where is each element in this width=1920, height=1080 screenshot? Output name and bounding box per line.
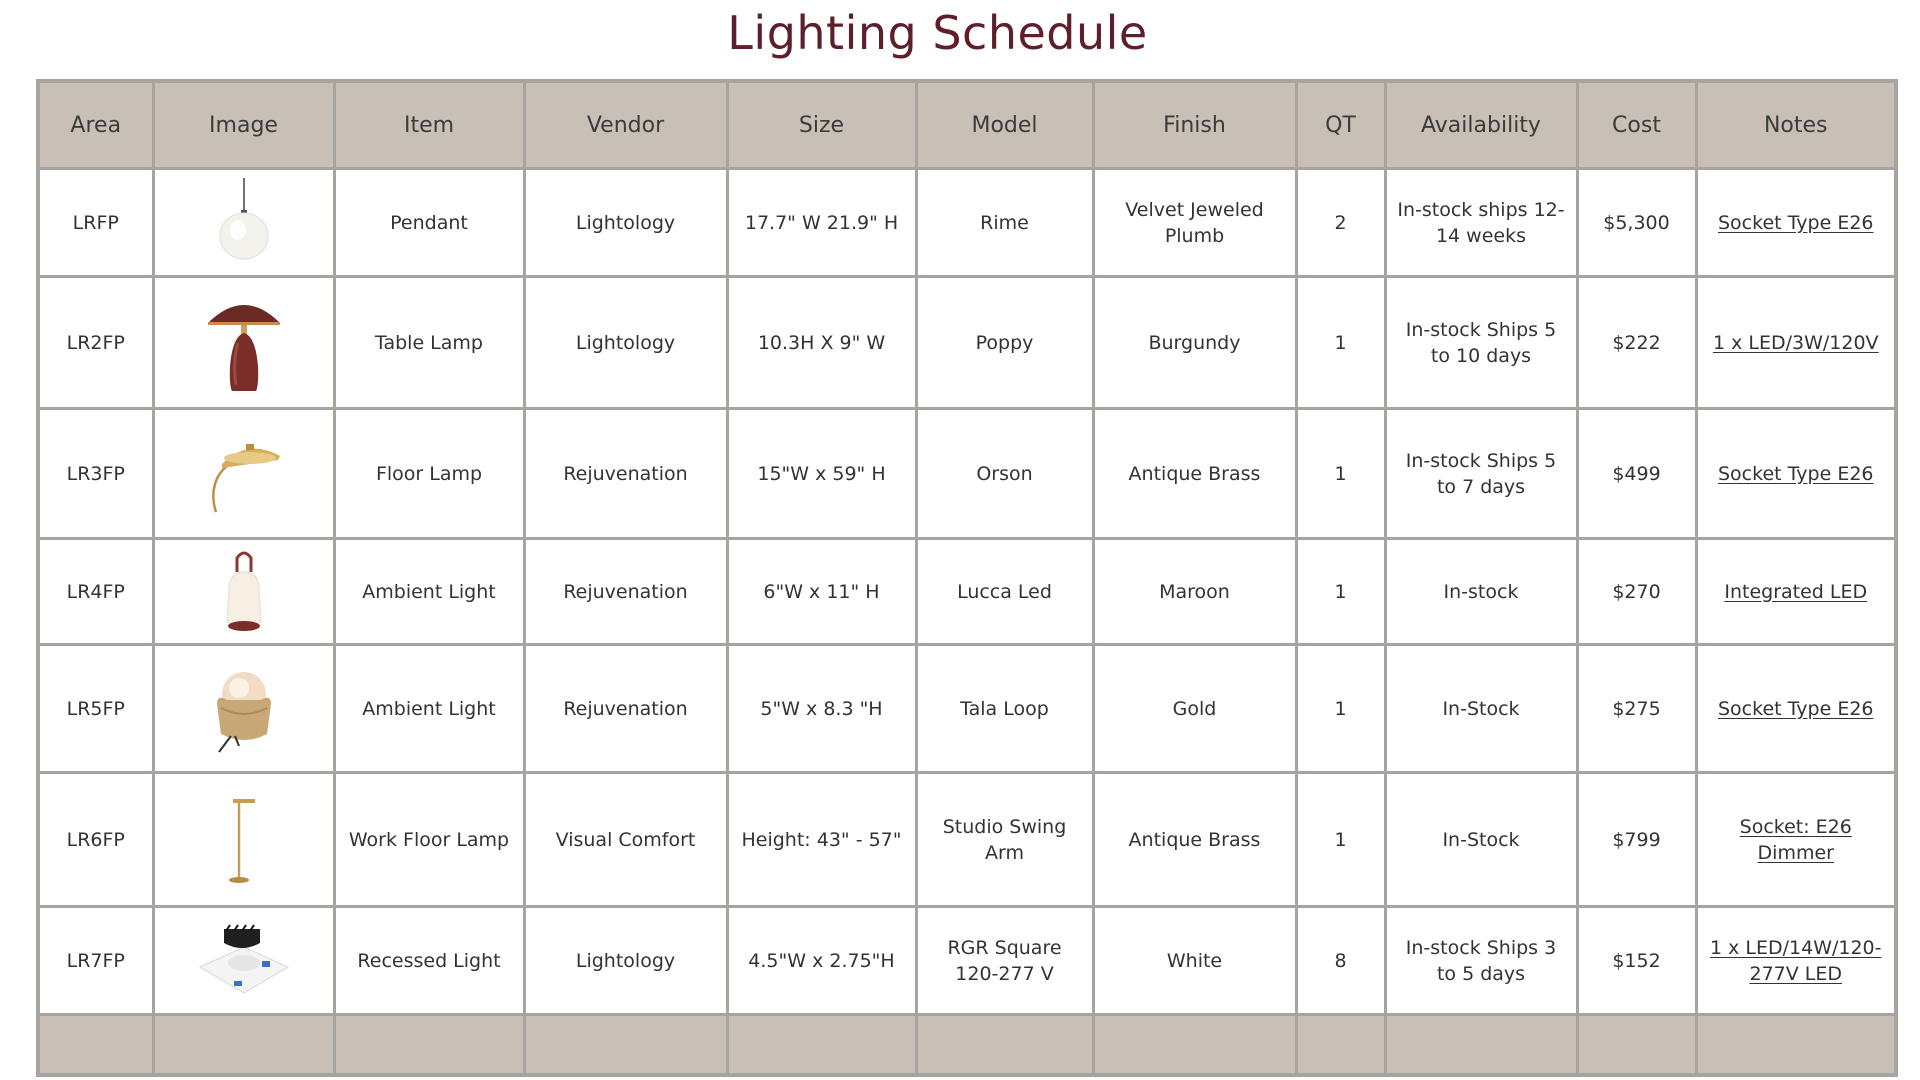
notes-link[interactable]: Socket Type E26 [1718,697,1874,720]
model-cell: Rime [916,169,1093,277]
cost-cell: $799 [1577,773,1696,907]
globe-lamp-icon [209,664,279,754]
finish-cell: Antique Brass [1093,409,1296,539]
table-row [38,409,1896,539]
table-row [38,907,1896,1015]
finish-cell: Velvet Jeweled Plumb [1093,169,1296,277]
column-header-qt: QT [1296,81,1385,169]
finish-cell: White [1093,907,1296,1015]
column-header-vendor: Vendor [524,81,727,169]
table-row [38,645,1896,773]
vendor-cell: Lightology [524,277,727,409]
model-cell: Studio Swing Arm [916,773,1093,907]
size-cell: 4.5"W x 2.75"H [727,907,916,1015]
footer-cell [1093,1015,1296,1075]
column-header-availability: Availability [1385,81,1577,169]
area-cell: LR7FP [38,907,153,1015]
cost-cell: $270 [1577,539,1696,645]
column-header-size: Size [727,81,916,169]
vendor-cell: Rejuvenation [524,409,727,539]
table-lamp-icon [204,293,284,393]
availability-cell: In-stock Ships 5 to 7 days [1385,409,1577,539]
model-cell: Orson [916,409,1093,539]
item-cell: Floor Lamp [334,409,524,539]
notes-cell [1696,645,1896,773]
availability-cell: In-stock Ships 3 to 5 days [1385,907,1577,1015]
notes-link[interactable]: Socket Type E26 [1718,462,1874,485]
item-cell: Table Lamp [334,277,524,409]
finish-cell: Antique Brass [1093,773,1296,907]
item-cell: Pendant [334,169,524,277]
item-cell: Ambient Light [334,539,524,645]
availability-cell: In-stock Ships 5 to 10 days [1385,277,1577,409]
swing-arm-lamp-icon [219,795,269,885]
column-header-image: Image [153,81,334,169]
finish-cell: Gold [1093,645,1296,773]
size-cell: 10.3H X 9" W [727,277,916,409]
lighting-schedule-table [36,79,1898,1077]
image-cell [153,169,334,277]
vendor-cell: Rejuvenation [524,645,727,773]
column-header-area: Area [38,81,153,169]
area-cell: LR3FP [38,409,153,539]
qt-cell: 2 [1296,169,1385,277]
floor-lamp-icon [204,434,284,514]
cost-cell: $5,300 [1577,169,1696,277]
lantern-icon [219,550,269,634]
notes-link[interactable]: Socket: E26 Dimmer [1739,815,1852,864]
cost-cell: $275 [1577,645,1696,773]
table-row [38,539,1896,645]
footer-cell [916,1015,1093,1075]
notes-cell [1696,169,1896,277]
cost-cell: $499 [1577,409,1696,539]
vendor-cell: Lightology [524,907,727,1015]
image-cell [153,773,334,907]
footer-cell [1385,1015,1577,1075]
finish-cell: Maroon [1093,539,1296,645]
footer-cell [524,1015,727,1075]
notes-link[interactable]: 1 x LED/14W/120-277V LED [1709,936,1882,985]
vendor-cell: Visual Comfort [524,773,727,907]
model-cell: Tala Loop [916,645,1093,773]
area-cell: LR4FP [38,539,153,645]
size-cell: 5"W x 8.3 "H [727,645,916,773]
item-cell: Recessed Light [334,907,524,1015]
notes-cell [1696,773,1896,907]
notes-link[interactable]: Socket Type E26 [1718,211,1874,234]
column-header-cost: Cost [1577,81,1696,169]
size-cell: 6"W x 11" H [727,539,916,645]
qt-cell: 1 [1296,773,1385,907]
table-row [38,277,1896,409]
qt-cell: 1 [1296,277,1385,409]
size-cell: 17.7" W 21.9" H [727,169,916,277]
size-cell: 15"W x 59" H [727,409,916,539]
notes-cell [1696,539,1896,645]
qt-cell: 1 [1296,409,1385,539]
size-cell: Height: 43" - 57" [727,773,916,907]
footer-cell [1696,1015,1896,1075]
availability-cell: In-stock [1385,539,1577,645]
footer-cell [727,1015,916,1075]
availability-cell: In-Stock [1385,645,1577,773]
qt-cell: 1 [1296,645,1385,773]
area-cell: LR2FP [38,277,153,409]
glass-pendant-icon [214,178,274,268]
table-footer-row [38,1015,1896,1075]
model-cell: Poppy [916,277,1093,409]
model-cell: RGR Square 120-277 V [916,907,1093,1015]
recessed-light-icon [196,923,292,999]
notes-cell [1696,409,1896,539]
notes-cell [1696,907,1896,1015]
column-header-finish: Finish [1093,81,1296,169]
item-cell: Ambient Light [334,645,524,773]
header-row [38,81,1896,169]
footer-cell [334,1015,524,1075]
notes-cell [1696,277,1896,409]
image-cell [153,539,334,645]
page-title: Lighting Schedule [727,6,1148,60]
cost-cell: $152 [1577,907,1696,1015]
item-cell: Work Floor Lamp [334,773,524,907]
image-cell [153,277,334,409]
vendor-cell: Rejuvenation [524,539,727,645]
table-row [38,169,1896,277]
area-cell: LR5FP [38,645,153,773]
finish-cell: Burgundy [1093,277,1296,409]
column-header-item: Item [334,81,524,169]
image-cell [153,907,334,1015]
column-header-model: Model [916,81,1093,169]
footer-cell [1577,1015,1696,1075]
table-row [38,773,1896,907]
notes-link[interactable]: Integrated LED [1724,580,1868,603]
image-cell [153,645,334,773]
qt-cell: 8 [1296,907,1385,1015]
area-cell: LR6FP [38,773,153,907]
notes-link[interactable]: 1 x LED/3W/120V [1712,331,1879,354]
column-header-notes: Notes [1696,81,1896,169]
cost-cell: $222 [1577,277,1696,409]
footer-cell [38,1015,153,1075]
vendor-cell: Lightology [524,169,727,277]
availability-cell: In-stock ships 12-14 weeks [1385,169,1577,277]
availability-cell: In-Stock [1385,773,1577,907]
area-cell: LRFP [38,169,153,277]
qt-cell: 1 [1296,539,1385,645]
footer-cell [153,1015,334,1075]
image-cell [153,409,334,539]
model-cell: Lucca Led [916,539,1093,645]
footer-cell [1296,1015,1385,1075]
